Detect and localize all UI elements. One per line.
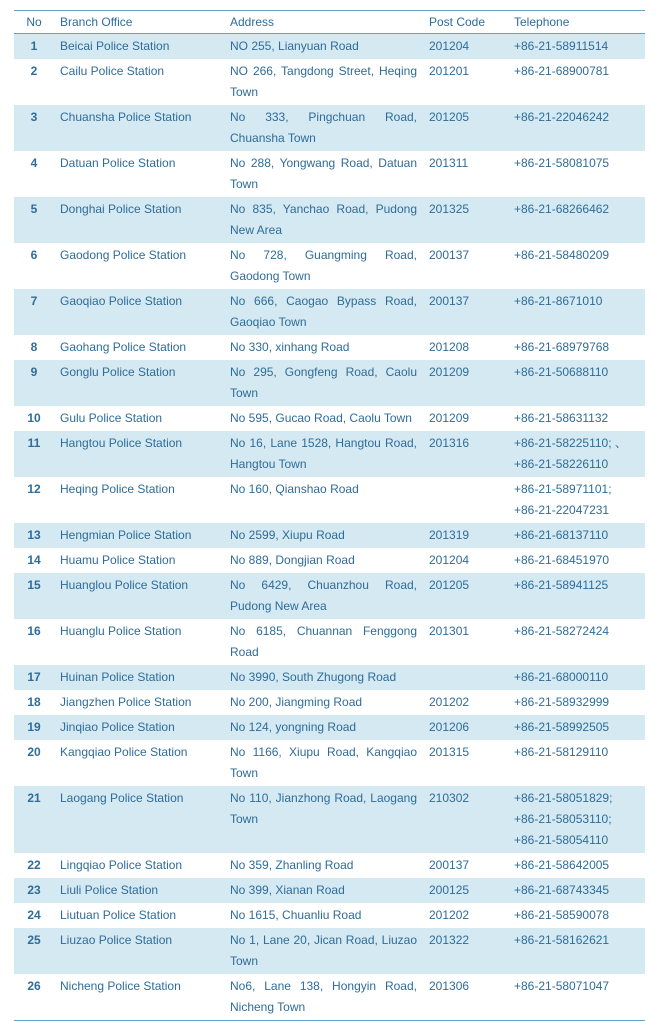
row-number: 26	[14, 974, 54, 1021]
address-cell: No 16, Lane 1528, Hangtou Road, Hangtou Town	[230, 436, 417, 471]
telephone-cell	[508, 548, 645, 573]
table-row	[14, 197, 645, 243]
telephone-number: +86-21-68979768	[514, 340, 610, 354]
address-cell: No 595, Gucao Road, Caolu Town	[230, 411, 412, 425]
telephone-cell	[508, 974, 645, 1021]
post-code-cell: 201209	[429, 411, 470, 425]
telephone-number: +86-21-58071047	[514, 979, 610, 993]
telephone-number: +86-21-58642005	[514, 858, 610, 872]
branch-office-name: Liuli Police Station	[60, 883, 159, 897]
address-cell: No 1, Lane 20, Jican Road, Liuzao Town	[230, 933, 417, 968]
address-cell: No 399, Xianan Road	[230, 883, 345, 897]
address-cell: No6, Lane 138, Hongyin Road, Nicheng Town	[224, 974, 423, 1021]
table-row	[14, 878, 645, 903]
address-cell: No 728, Guangming Road, Gaodong Town	[230, 248, 417, 283]
post-code-cell: 200137	[429, 294, 470, 308]
telephone-cell	[508, 477, 645, 523]
telephone-number: +86-21-58911514	[514, 39, 609, 53]
telephone-number: +86-21-58054110	[514, 833, 609, 847]
row-number: 3	[30, 110, 38, 124]
telephone-number: +86-21-8671010	[514, 294, 603, 308]
branch-office-name: Hengmian Police Station	[60, 528, 192, 542]
table-row	[14, 740, 645, 786]
row-number: 9	[30, 365, 38, 379]
branch-office-name: Datuan Police Station	[60, 156, 176, 170]
telephone-cell	[508, 34, 645, 60]
header-address: Address	[224, 11, 423, 34]
telephone-number: +86-21-58932999	[514, 695, 610, 709]
branch-office-name: Donghai Police Station	[60, 202, 182, 216]
table-row	[14, 573, 645, 619]
post-code-cell: 201316	[429, 436, 470, 450]
telephone-number: +86-21-68451970	[514, 553, 610, 567]
address-cell: No 330, xinhang Road	[230, 340, 350, 354]
branch-office-name: Huanglu Police Station	[60, 624, 182, 638]
header-branch-office: Branch Office	[54, 11, 224, 34]
row-number: 24	[27, 908, 41, 922]
post-code-cell: 201208	[429, 340, 470, 354]
branch-office-name: Jiangzhen Police Station	[60, 695, 192, 709]
table-row	[14, 360, 645, 406]
row-number: 19	[27, 720, 41, 734]
telephone-cell	[508, 59, 645, 105]
header-telephone: Telephone	[508, 11, 645, 34]
post-code-cell: 201206	[429, 720, 470, 734]
telephone-cell	[508, 903, 645, 928]
address-cell: No 200, Jiangming Road	[230, 695, 363, 709]
branch-office-name: Beicai Police Station	[60, 39, 170, 53]
table-body	[14, 34, 645, 1021]
address-cell: No 6429, Chuanzhou Road, Pudong New Area	[230, 578, 417, 613]
branch-office-name: Nicheng Police Station	[54, 974, 224, 1021]
telephone-cell	[508, 151, 645, 197]
telephone-number: +86-21-68000110	[514, 670, 609, 684]
address-cell: NO 255, Lianyuan Road	[230, 39, 359, 53]
branch-office-table	[14, 10, 645, 1021]
table-row	[14, 151, 645, 197]
row-number: 10	[27, 411, 41, 425]
row-number: 15	[27, 578, 41, 592]
table-header-row	[14, 11, 645, 34]
telephone-number: +86-21-58631132	[514, 411, 609, 425]
telephone-number: +86-21-58226110	[514, 457, 609, 471]
address-cell: No 333, Pingchuan Road, Chuansha Town	[230, 110, 417, 145]
table-row	[14, 431, 645, 477]
telephone-cell	[508, 105, 645, 151]
table-row	[14, 786, 645, 853]
post-code-cell	[423, 665, 508, 690]
branch-office-name: Liuzao Police Station	[60, 933, 173, 947]
post-code-cell: 201322	[429, 933, 470, 947]
table-row	[14, 477, 645, 523]
branch-office-name: Gaohang Police Station	[60, 340, 187, 354]
branch-office-name: Chuansha Police Station	[60, 110, 192, 124]
branch-office-name: Huanglou Police Station	[60, 578, 189, 592]
table-row	[14, 105, 645, 151]
branch-office-name: Jinqiao Police Station	[60, 720, 175, 734]
address-cell: No 889, Dongjian Road	[230, 553, 355, 567]
post-code-cell: 200125	[429, 883, 470, 897]
branch-office-name: Hangtou Police Station	[60, 436, 183, 450]
telephone-cell	[508, 523, 645, 548]
address-cell: No 160, Qianshao Road	[230, 482, 359, 496]
address-cell: No 295, Gongfeng Road, Caolu Town	[230, 365, 417, 400]
branch-office-name: Huamu Police Station	[60, 553, 176, 567]
address-cell: No 359, Zhanling Road	[230, 858, 354, 872]
row-number: 17	[27, 670, 41, 684]
telephone-number: +86-21-22046242	[514, 110, 610, 124]
telephone-cell	[508, 431, 645, 477]
post-code-cell: 201301	[429, 624, 470, 638]
post-code-cell: 201202	[429, 695, 470, 709]
header-no: No	[14, 11, 54, 34]
header-post-code: Post Code	[423, 11, 508, 34]
telephone-cell	[508, 335, 645, 360]
branch-office-name: Gaodong Police Station	[60, 248, 187, 262]
table-row	[14, 59, 645, 105]
telephone-cell	[508, 786, 645, 853]
table-row	[14, 974, 645, 1021]
post-code-cell: 201315	[429, 745, 470, 759]
branch-office-name: Gulu Police Station	[60, 411, 163, 425]
row-number: 1	[30, 39, 38, 53]
police-station-directory	[14, 10, 645, 1021]
post-code-cell: 201204	[429, 39, 470, 53]
branch-office-name: Huinan Police Station	[60, 670, 175, 684]
post-code-cell: 201319	[429, 528, 470, 542]
table-row	[14, 34, 645, 60]
branch-office-name: Liutuan Police Station	[60, 908, 177, 922]
telephone-cell	[508, 406, 645, 431]
table-row	[14, 928, 645, 974]
telephone-number: +86-21-58590078	[514, 908, 610, 922]
branch-office-name: Lingqiao Police Station	[60, 858, 183, 872]
post-code-cell: 201311	[429, 156, 469, 170]
address-cell: No 835, Yanchao Road, Pudong New Area	[230, 202, 417, 237]
telephone-number: +86-21-58053110;	[514, 812, 612, 826]
telephone-number: +86-21-22047231	[514, 503, 610, 517]
telephone-number: +86-21-68137110	[514, 528, 609, 542]
branch-office-name: Heqing Police Station	[60, 482, 175, 496]
post-code-cell: 210302	[429, 791, 470, 805]
row-number: 14	[27, 553, 41, 567]
table-row	[14, 335, 645, 360]
address-cell: No 110, Jianzhong Road, Laogang Town	[230, 791, 417, 826]
table-row	[14, 289, 645, 335]
post-code-cell: 201306	[423, 974, 508, 1021]
row-number: 22	[27, 858, 41, 872]
address-cell: No 1615, Chuanliu Road	[230, 908, 362, 922]
branch-office-name: Laogang Police Station	[60, 791, 184, 805]
telephone-cell	[508, 878, 645, 903]
branch-office-name: Gaoqiao Police Station	[60, 294, 183, 308]
telephone-cell	[508, 573, 645, 619]
address-cell: No 666, Caogao Bypass Road, Gaoqiao Town	[230, 294, 417, 329]
table-row	[14, 548, 645, 573]
telephone-number: +86-21-58162621	[514, 933, 610, 947]
telephone-number: +86-21-58081075	[514, 156, 610, 170]
row-number: 18	[27, 695, 41, 709]
post-code-cell: 201201	[429, 64, 470, 78]
row-number: 2	[30, 64, 38, 78]
table-row	[14, 243, 645, 289]
table-row	[14, 853, 645, 878]
table-row	[14, 523, 645, 548]
row-number: 11	[27, 436, 41, 450]
telephone-number: +86-21-50688110	[514, 365, 609, 379]
telephone-cell	[508, 853, 645, 878]
address-cell: No 124, yongning Road	[230, 720, 357, 734]
telephone-cell	[508, 928, 645, 974]
telephone-number: +86-21-58480209	[514, 248, 610, 262]
telephone-number: +86-21-58971101;	[514, 482, 612, 496]
post-code-cell: 200137	[429, 858, 470, 872]
telephone-number: +86-21-58941125	[514, 578, 609, 592]
post-code-cell: 201205	[429, 110, 470, 124]
table-row	[14, 406, 645, 431]
telephone-cell	[508, 243, 645, 289]
post-code-cell: 201204	[429, 553, 470, 567]
branch-office-name: Gonglu Police Station	[60, 365, 176, 379]
address-cell: No 6185, Chuannan Fenggong Road	[230, 624, 417, 659]
telephone-cell	[508, 197, 645, 243]
table-row	[14, 665, 645, 690]
post-code-cell	[423, 477, 508, 523]
table-row	[14, 619, 645, 665]
branch-office-name: Kangqiao Police Station	[60, 745, 188, 759]
post-code-cell: 201202	[429, 908, 470, 922]
telephone-cell	[508, 715, 645, 740]
row-number: 8	[30, 340, 38, 354]
telephone-cell	[508, 619, 645, 665]
address-cell: NO 266, Tangdong Street, Heqing Town	[230, 64, 417, 99]
telephone-number: +86-21-68900781	[514, 64, 610, 78]
address-cell: No 2599, Xiupu Road	[230, 528, 345, 542]
table-row	[14, 715, 645, 740]
telephone-cell	[508, 740, 645, 786]
telephone-number: +86-21-58051829;	[514, 791, 613, 805]
row-number: 23	[27, 883, 41, 897]
post-code-cell: 200137	[429, 248, 470, 262]
telephone-number: +86-21-58992505	[514, 720, 610, 734]
row-number: 16	[27, 624, 41, 638]
row-number: 13	[27, 528, 41, 542]
row-number: 5	[30, 202, 38, 216]
row-number: 25	[27, 933, 41, 947]
row-number: 21	[27, 791, 41, 805]
branch-office-name: Cailu Police Station	[60, 64, 165, 78]
row-number: 4	[30, 156, 38, 170]
telephone-number: +86-21-58225110; 、	[514, 436, 627, 450]
table-row	[14, 903, 645, 928]
address-cell: No 3990, South Zhugong Road	[230, 670, 397, 684]
address-cell: No 288, Yongwang Road, Datuan Town	[230, 156, 417, 191]
address-cell: No 1166, Xiupu Road, Kangqiao Town	[230, 745, 417, 780]
telephone-cell	[508, 665, 645, 690]
telephone-number: +86-21-68743345	[514, 883, 610, 897]
post-code-cell: 201205	[429, 578, 470, 592]
row-number: 12	[27, 482, 41, 496]
post-code-cell: 201209	[429, 365, 470, 379]
telephone-cell	[508, 289, 645, 335]
telephone-number: +86-21-58129110	[514, 745, 609, 759]
post-code-cell: 201325	[429, 202, 470, 216]
telephone-cell	[508, 360, 645, 406]
row-number: 20	[27, 745, 41, 759]
row-number: 7	[30, 294, 38, 308]
row-number: 6	[30, 248, 38, 262]
table-row	[14, 690, 645, 715]
telephone-cell	[508, 690, 645, 715]
telephone-number: +86-21-58272424	[514, 624, 610, 638]
telephone-number: +86-21-68266462	[514, 202, 610, 216]
